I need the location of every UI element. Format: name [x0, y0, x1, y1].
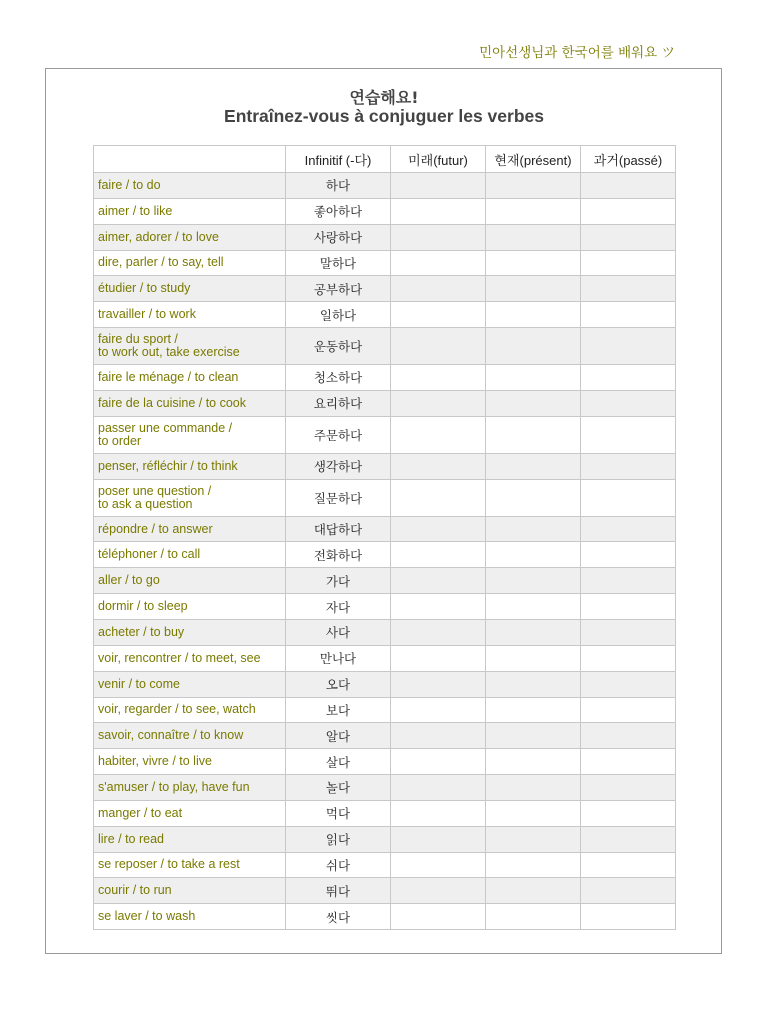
table-row	[94, 250, 676, 276]
verb-meaning-line-2: to work out, take exercise	[98, 345, 240, 360]
past-answer-cell[interactable]	[581, 800, 676, 826]
verb-meaning-line-2: to order	[98, 433, 142, 448]
table-row	[94, 568, 676, 594]
past-answer-cell[interactable]	[581, 826, 676, 852]
table-row	[94, 619, 676, 645]
future-answer-cell[interactable]	[391, 826, 486, 852]
future-answer-cell[interactable]	[391, 878, 486, 904]
verb-meaning-cell: venir / to come	[94, 671, 286, 697]
present-answer-cell[interactable]	[486, 302, 581, 328]
past-answer-cell[interactable]	[581, 619, 676, 645]
past-answer-cell[interactable]	[581, 302, 676, 328]
infinitive-cell: 자다	[286, 594, 391, 620]
present-answer-cell[interactable]	[486, 365, 581, 391]
verb-meaning-cell: répondre / to answer	[94, 516, 286, 542]
verb-meaning-cell: se laver / to wash	[94, 904, 286, 930]
present-answer-cell[interactable]	[486, 173, 581, 199]
past-answer-cell[interactable]	[581, 453, 676, 479]
present-answer-cell[interactable]	[486, 619, 581, 645]
verb-meaning-cell: dire, parler / to say, tell	[94, 250, 286, 276]
future-answer-cell[interactable]	[391, 479, 486, 516]
future-answer-cell[interactable]	[391, 328, 486, 365]
present-answer-cell[interactable]	[486, 276, 581, 302]
future-answer-cell[interactable]	[391, 723, 486, 749]
present-answer-cell[interactable]	[486, 826, 581, 852]
table-row	[94, 479, 676, 516]
table-row	[94, 723, 676, 749]
table-header-row	[94, 146, 676, 173]
table-row	[94, 276, 676, 302]
table-row	[94, 775, 676, 801]
past-answer-cell[interactable]	[581, 365, 676, 391]
table-row	[94, 390, 676, 416]
past-answer-cell[interactable]	[581, 594, 676, 620]
verb-meaning-cell: acheter / to buy	[94, 619, 286, 645]
table-row	[94, 826, 676, 852]
future-answer-cell[interactable]	[391, 671, 486, 697]
infinitive-cell: 좋아하다	[286, 198, 391, 224]
infinitive-cell: 보다	[286, 697, 391, 723]
future-answer-cell[interactable]	[391, 390, 486, 416]
infinitive-cell: 가다	[286, 568, 391, 594]
page-title-french: Entraînez-vous à conjuguer les verbes	[224, 106, 544, 126]
present-answer-cell[interactable]	[486, 852, 581, 878]
past-answer-cell[interactable]	[581, 173, 676, 199]
verb-meaning-cell: voir, rencontrer / to meet, see	[94, 645, 286, 671]
present-answer-cell[interactable]	[486, 479, 581, 516]
present-answer-cell[interactable]	[486, 250, 581, 276]
infinitive-cell: 쉬다	[286, 852, 391, 878]
past-answer-cell[interactable]	[581, 671, 676, 697]
future-answer-cell[interactable]	[391, 568, 486, 594]
present-answer-cell[interactable]	[486, 878, 581, 904]
future-answer-cell[interactable]	[391, 198, 486, 224]
present-answer-cell[interactable]	[486, 904, 581, 930]
future-answer-cell[interactable]	[391, 224, 486, 250]
column-header-past: 과거(passé)	[581, 146, 676, 173]
past-answer-cell[interactable]	[581, 479, 676, 516]
future-answer-cell[interactable]	[391, 645, 486, 671]
past-answer-cell[interactable]	[581, 645, 676, 671]
infinitive-cell: 알다	[286, 723, 391, 749]
past-answer-cell[interactable]	[581, 390, 676, 416]
table-row	[94, 645, 676, 671]
infinitive-cell: 요리하다	[286, 390, 391, 416]
infinitive-cell: 뛰다	[286, 878, 391, 904]
future-answer-cell[interactable]	[391, 697, 486, 723]
future-answer-cell[interactable]	[391, 302, 486, 328]
future-answer-cell[interactable]	[391, 800, 486, 826]
future-answer-cell[interactable]	[391, 749, 486, 775]
past-answer-cell[interactable]	[581, 276, 676, 302]
past-answer-cell[interactable]	[581, 542, 676, 568]
infinitive-cell: 공부하다	[286, 276, 391, 302]
verb-meaning-cell: aller / to go	[94, 568, 286, 594]
future-answer-cell[interactable]	[391, 542, 486, 568]
table-row	[94, 904, 676, 930]
column-header-future: 미래(futur)	[391, 146, 486, 173]
infinitive-cell: 주문하다	[286, 416, 391, 453]
infinitive-cell: 놀다	[286, 775, 391, 801]
past-answer-cell[interactable]	[581, 749, 676, 775]
infinitive-cell: 씻다	[286, 904, 391, 930]
past-answer-cell[interactable]	[581, 775, 676, 801]
present-answer-cell[interactable]	[486, 453, 581, 479]
table-row	[94, 453, 676, 479]
future-answer-cell[interactable]	[391, 904, 486, 930]
verb-meaning-line-1: faire du sport /	[98, 332, 178, 347]
past-answer-cell[interactable]	[581, 723, 676, 749]
infinitive-cell: 만나다	[286, 645, 391, 671]
future-answer-cell[interactable]	[391, 594, 486, 620]
verb-meaning-cell: travailler / to work	[94, 302, 286, 328]
verb-meaning-line-1: poser une question /	[98, 483, 212, 498]
infinitive-cell: 말하다	[286, 250, 391, 276]
table-row	[94, 878, 676, 904]
present-answer-cell[interactable]	[486, 198, 581, 224]
header-credit: 민아선생님과 한국어를 배워요 ツ	[479, 45, 675, 61]
table-row	[94, 671, 676, 697]
past-answer-cell[interactable]	[581, 328, 676, 365]
verb-meaning-cell: lire / to read	[94, 826, 286, 852]
verb-meaning-cell: penser, réfléchir / to think	[94, 453, 286, 479]
verb-meaning-cell: se reposer / to take a rest	[94, 852, 286, 878]
infinitive-cell: 읽다	[286, 826, 391, 852]
present-answer-cell[interactable]	[486, 749, 581, 775]
verb-meaning-cell: savoir, connaître / to know	[94, 723, 286, 749]
future-answer-cell[interactable]	[391, 250, 486, 276]
table-row	[94, 198, 676, 224]
verb-meaning-cell	[94, 328, 286, 365]
present-answer-cell[interactable]	[486, 516, 581, 542]
table-row	[94, 542, 676, 568]
future-answer-cell[interactable]	[391, 453, 486, 479]
future-answer-cell[interactable]	[391, 276, 486, 302]
verb-meaning-cell: courir / to run	[94, 878, 286, 904]
present-answer-cell[interactable]	[486, 390, 581, 416]
page-title-korean: 연습해요!	[349, 88, 419, 107]
infinitive-cell: 전화하다	[286, 542, 391, 568]
verb-meaning-line-2: to ask a question	[98, 496, 193, 511]
present-answer-cell[interactable]	[486, 568, 581, 594]
future-answer-cell[interactable]	[391, 775, 486, 801]
infinitive-cell: 대답하다	[286, 516, 391, 542]
verb-meaning-cell: dormir / to sleep	[94, 594, 286, 620]
infinitive-cell: 청소하다	[286, 365, 391, 391]
future-answer-cell[interactable]	[391, 852, 486, 878]
column-header-verb	[94, 146, 286, 173]
past-answer-cell[interactable]	[581, 250, 676, 276]
table-row	[94, 516, 676, 542]
column-header-present: 현재(présent)	[486, 146, 581, 173]
conjugation-table	[93, 145, 676, 930]
future-answer-cell[interactable]	[391, 365, 486, 391]
verb-meaning-cell: manger / to eat	[94, 800, 286, 826]
table-row	[94, 173, 676, 199]
verb-meaning-line-1: passer une commande /	[98, 420, 233, 435]
verb-meaning-cell: faire / to do	[94, 173, 286, 199]
infinitive-cell: 사다	[286, 619, 391, 645]
present-answer-cell[interactable]	[486, 542, 581, 568]
verb-meaning-cell: aimer / to like	[94, 198, 286, 224]
infinitive-cell: 생각하다	[286, 453, 391, 479]
present-answer-cell[interactable]	[486, 697, 581, 723]
verb-meaning-cell: faire de la cuisine / to cook	[94, 390, 286, 416]
infinitive-cell: 먹다	[286, 800, 391, 826]
column-header-infinitive: Infinitif (-다)	[286, 146, 391, 173]
verb-meaning-cell: s'amuser / to play, have fun	[94, 775, 286, 801]
table-row	[94, 224, 676, 250]
verb-meaning-cell	[94, 479, 286, 516]
verb-meaning-cell: aimer, adorer / to love	[94, 224, 286, 250]
past-answer-cell[interactable]	[581, 697, 676, 723]
future-answer-cell[interactable]	[391, 516, 486, 542]
past-answer-cell[interactable]	[581, 198, 676, 224]
infinitive-cell: 하다	[286, 173, 391, 199]
present-answer-cell[interactable]	[486, 594, 581, 620]
future-answer-cell[interactable]	[391, 173, 486, 199]
verb-meaning-cell: habiter, vivre / to live	[94, 749, 286, 775]
verb-meaning-cell: faire le ménage / to clean	[94, 365, 286, 391]
table-row	[94, 749, 676, 775]
table-row	[94, 416, 676, 453]
past-answer-cell[interactable]	[581, 416, 676, 453]
infinitive-cell: 운동하다	[286, 328, 391, 365]
past-answer-cell[interactable]	[581, 516, 676, 542]
past-answer-cell[interactable]	[581, 904, 676, 930]
infinitive-cell: 사랑하다	[286, 224, 391, 250]
table-row	[94, 800, 676, 826]
verb-meaning-cell: voir, regarder / to see, watch	[94, 697, 286, 723]
past-answer-cell[interactable]	[581, 878, 676, 904]
past-answer-cell[interactable]	[581, 224, 676, 250]
present-answer-cell[interactable]	[486, 645, 581, 671]
present-answer-cell[interactable]	[486, 800, 581, 826]
present-answer-cell[interactable]	[486, 416, 581, 453]
table-row	[94, 302, 676, 328]
present-answer-cell[interactable]	[486, 328, 581, 365]
present-answer-cell[interactable]	[486, 723, 581, 749]
infinitive-cell: 질문하다	[286, 479, 391, 516]
infinitive-cell: 일하다	[286, 302, 391, 328]
verb-meaning-cell: téléphoner / to call	[94, 542, 286, 568]
table-row	[94, 365, 676, 391]
verb-meaning-cell: étudier / to study	[94, 276, 286, 302]
table-row	[94, 852, 676, 878]
future-answer-cell[interactable]	[391, 619, 486, 645]
present-answer-cell[interactable]	[486, 775, 581, 801]
table-row	[94, 328, 676, 365]
infinitive-cell: 살다	[286, 749, 391, 775]
future-answer-cell[interactable]	[391, 416, 486, 453]
table-row	[94, 594, 676, 620]
past-answer-cell[interactable]	[581, 568, 676, 594]
past-answer-cell[interactable]	[581, 852, 676, 878]
present-answer-cell[interactable]	[486, 224, 581, 250]
infinitive-cell: 오다	[286, 671, 391, 697]
verb-meaning-cell	[94, 416, 286, 453]
table-row	[94, 697, 676, 723]
present-answer-cell[interactable]	[486, 671, 581, 697]
